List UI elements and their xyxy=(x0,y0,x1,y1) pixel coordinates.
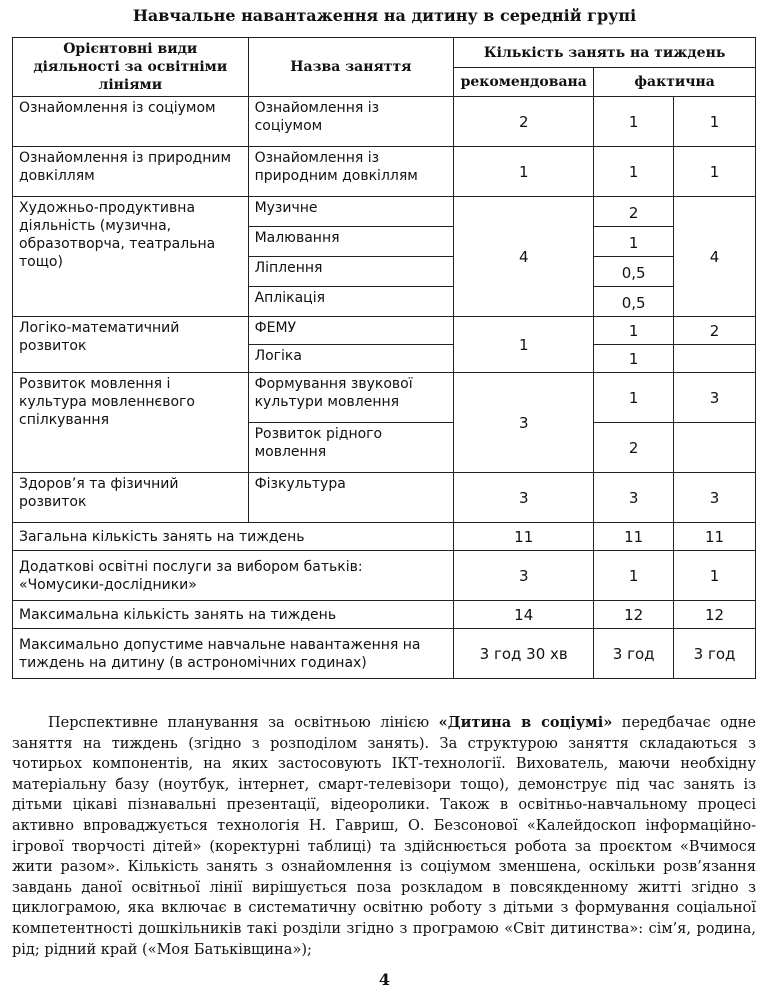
row-lesson: Аплікація xyxy=(248,287,454,317)
summary-label: Максимальна кількість занять на тиждень xyxy=(13,601,454,629)
table-row xyxy=(13,473,756,523)
summary-row xyxy=(13,601,756,629)
header-actual: фактична xyxy=(594,68,756,97)
summary-label: Додаткові освітні послуги за вибором батьків: «Чомусики-дослідники» xyxy=(13,551,454,601)
row-actual: 0,5 xyxy=(594,287,674,317)
row-actual-total: 1 xyxy=(674,147,756,197)
row-actual: 3 xyxy=(594,473,674,523)
row-area: Ознайомлення із соціумом xyxy=(13,97,249,147)
row-actual: 1 xyxy=(594,147,674,197)
summary-actual-total: 3 год xyxy=(674,629,756,679)
table-row xyxy=(13,373,756,423)
table-row xyxy=(13,147,756,197)
summary-row xyxy=(13,629,756,679)
row-area: Художньо-продуктивна діяльність (музична, образотворча, театральна тощо) xyxy=(13,197,249,317)
row-area: Розвиток мовлення і культура мовленнєвого спілкування xyxy=(13,373,249,473)
empty-cell xyxy=(674,423,756,473)
row-lesson: Фізкультура xyxy=(248,473,454,523)
summary-recommended: 14 xyxy=(454,601,594,629)
summary-actual: 12 xyxy=(594,601,674,629)
summary-row xyxy=(13,523,756,551)
summary-recommended: 3 год 30 хв xyxy=(454,629,594,679)
summary-row xyxy=(13,551,756,601)
row-lesson: Ознайомлення із природним довкіллям xyxy=(248,147,454,197)
row-recommended: 3 xyxy=(454,373,594,473)
summary-actual-total: 1 xyxy=(674,551,756,601)
row-actual-total: 1 xyxy=(674,97,756,147)
row-actual-total: 3 xyxy=(674,473,756,523)
row-lesson: ФЕМУ xyxy=(248,317,454,345)
row-lesson: Ліплення xyxy=(248,257,454,287)
summary-actual-total: 11 xyxy=(674,523,756,551)
row-lesson: Формування звукової культури мовлення xyxy=(248,373,454,423)
summary-label: Максимально допустиме навчальне навантаження на тиждень на дитину (в астрономічних годинах) xyxy=(13,629,454,679)
row-recommended: 2 xyxy=(454,97,594,147)
row-actual-total: 3 xyxy=(674,373,756,423)
row-area: Логіко-математичний розвиток xyxy=(13,317,249,373)
row-area: Здоров’я та фізичний розвиток xyxy=(13,473,249,523)
row-recommended: 1 xyxy=(454,317,594,373)
summary-actual: 1 xyxy=(594,551,674,601)
table-row xyxy=(13,197,756,227)
table-header-row xyxy=(13,38,756,68)
summary-actual-total: 12 xyxy=(674,601,756,629)
summary-actual: 11 xyxy=(594,523,674,551)
summary-recommended: 3 xyxy=(454,551,594,601)
row-actual: 2 xyxy=(594,197,674,227)
table-row xyxy=(13,317,756,345)
workload-table xyxy=(12,37,756,679)
summary-label: Загальна кількість занять на тиждень xyxy=(13,523,454,551)
header-activity-types: Орієнтовні види діяльності за освітніми лініями xyxy=(13,38,249,97)
row-lesson: Ознайомлення із соціумом xyxy=(248,97,454,147)
empty-cell xyxy=(674,345,756,373)
header-lesson-name: Назва заняття xyxy=(248,38,454,97)
row-recommended: 1 xyxy=(454,147,594,197)
body-paragraph xyxy=(12,713,756,960)
row-actual: 0,5 xyxy=(594,257,674,287)
summary-recommended: 11 xyxy=(454,523,594,551)
row-lesson: Малювання xyxy=(248,227,454,257)
row-actual: 2 xyxy=(594,423,674,473)
row-lesson: Музичне xyxy=(248,197,454,227)
paragraph-emphasis: «Дитина в соціумі» xyxy=(438,714,613,731)
row-actual-total: 2 xyxy=(674,317,756,345)
page-number: 4 xyxy=(378,970,391,989)
paragraph-text: Перспективне планування за освітньою лінією xyxy=(48,715,439,731)
row-actual-total: 4 xyxy=(674,197,756,317)
header-recommended: рекомендована xyxy=(454,68,594,97)
page-title: Навчальне навантаження на дитину в середній групі xyxy=(132,6,637,25)
header-lessons-per-week: Кількість занять на тиждень xyxy=(454,38,756,68)
row-lesson: Логіка xyxy=(248,345,454,373)
row-actual: 1 xyxy=(594,317,674,345)
row-lesson: Розвиток рідного мовлення xyxy=(248,423,454,473)
row-actual: 1 xyxy=(594,227,674,257)
row-actual: 1 xyxy=(594,373,674,423)
summary-actual: 3 год xyxy=(594,629,674,679)
row-actual: 1 xyxy=(594,97,674,147)
table-row xyxy=(13,97,756,147)
row-area: Ознайомлення із природним довкіллям xyxy=(13,147,249,197)
paragraph-text: передбачає одне заняття на тиждень (згідно з розподілом занять). За структурою заняття складаються з чотирьох компонентів, на яких застосовують ІКТ-технології. Вихователь, маючи необхідну матеріальну базу (ноутбук, інтернет, смарт-телевізори тощо), демонструє під час занять із дітьми цікаві пізнавальні презентації, відеоролики. Також в освітньо-навчальному процесі активно впроваджується технологія Н. Гавриш, О. Безсонової «Калейдоскоп інформаційно-ігрової творчості дітей» (коректурні таблиці) та здійснюється робота за проєктом «Вчимося жити разом». Кількість занять з ознайомлення із соціумом зменшена, оскільки розв’язання завдань даної освітньої лінії вирішується поза розкладом в повсякденному житті згідно з циклограмою, яка включає в систематичну освітню роботу з дітьми з формування соціальної компетентності дошкільників такі розділи згідно з програмою «Світ дитинства»: сім’я, родина, рід; рідний край («Моя Батьківщина»); xyxy=(12,715,756,958)
row-recommended: 4 xyxy=(454,197,594,317)
row-actual: 1 xyxy=(594,345,674,373)
row-recommended: 3 xyxy=(454,473,594,523)
